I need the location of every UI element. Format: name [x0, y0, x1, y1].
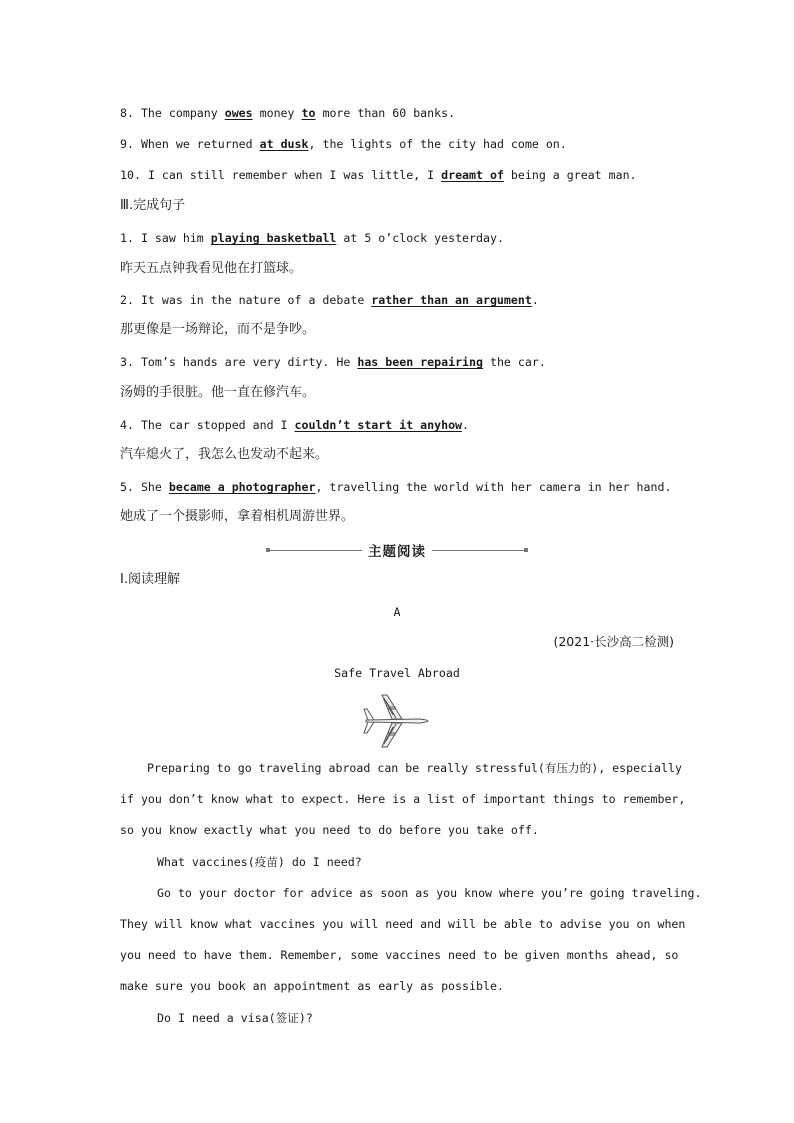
- answer-blank: at dusk: [259, 137, 309, 151]
- passage-para1-line3: so you know exactly what you need to do before you take off.: [120, 823, 539, 837]
- passage-letter: A: [393, 605, 401, 619]
- passage-source: (2021·长沙高二检测): [553, 634, 674, 649]
- rule-dot-right: [524, 548, 528, 552]
- completion-item-3-translation: 汤姆的手很脏。他一直在修汽车。: [120, 385, 316, 400]
- answer-blank: owes: [224, 106, 253, 120]
- theme-reading-heading: [266, 541, 528, 559]
- answer-blank: playing basketball: [210, 231, 337, 245]
- rule-left: [270, 550, 362, 551]
- passage-para1-line1: Preparing to go traveling abroad can be really stressful(有压力的), especially: [147, 761, 682, 775]
- airplane-icon: [362, 691, 432, 751]
- exercise-item-9: 9. When we returned at dusk, the lights of the city had come on.: [120, 137, 567, 151]
- passage-para2-line4: make sure you book an appointment as early as possible.: [120, 979, 504, 993]
- answer-blank: dreamt of: [441, 168, 504, 182]
- completion-item-3: 3. Tom’s hands are very dirty. He has been repairing the car.: [120, 355, 546, 369]
- completion-item-1: 1. I saw him playing basketball at 5 o’clock yesterday.: [120, 231, 504, 245]
- answer-blank: rather than an argument: [371, 293, 532, 307]
- completion-item-4-translation: 汽车熄火了，我怎么也发动不起来。: [120, 447, 329, 462]
- completion-item-5: 5. She became a photographer, travelling the world with her camera in her hand.: [120, 480, 672, 494]
- answer-blank: became a photographer: [168, 480, 316, 494]
- exercise-item-8: 8. The company owes money to more than 60 banks.: [120, 106, 456, 120]
- completion-item-4: 4. The car stopped and I couldn’t start it anyhow.: [120, 418, 470, 432]
- answer-blank: has been repairing: [357, 355, 483, 369]
- completion-item-2-translation: 那更像是一场辩论，而不是争吵。: [120, 322, 316, 337]
- passage-subheading-visa: Do I need a visa(签证)?: [157, 1011, 313, 1025]
- theme-reading-title: 主题阅读: [368, 544, 426, 560]
- exercise-item-10: 10. I can still remember when I was little, I dreamt of being a great man.: [120, 168, 637, 182]
- answer-blank: couldn’t start it anyhow: [294, 418, 463, 432]
- passage-para1-line2: if you don’t know what to expect. Here is a list of important things to remember,: [120, 792, 686, 806]
- passage-subheading-vaccines: What vaccines(疫苗) do I need?: [157, 855, 362, 869]
- passage-title: Safe Travel Abroad: [334, 666, 460, 680]
- section-heading-complete-sentences: Ⅲ.完成句子: [120, 198, 186, 213]
- section-heading-reading-comprehension: Ⅰ.阅读理解: [120, 572, 180, 587]
- answer-blank: to: [301, 106, 316, 120]
- passage-para2-line2: They will know what vaccines you will need and will be able to advise you on when: [120, 917, 686, 931]
- passage-para2-line1: Go to your doctor for advice as soon as you know where you’re going traveling.: [157, 886, 702, 900]
- completion-item-2: 2. It was in the nature of a debate rather than an argument.: [120, 293, 539, 307]
- completion-item-1-translation: 昨天五点钟我看见他在打篮球。: [120, 261, 303, 276]
- rule-right: [432, 550, 524, 551]
- completion-item-5-translation: 她成了一个摄影师，拿着相机周游世界。: [120, 509, 355, 524]
- passage-para2-line3: you need to have them. Remember, some vaccines need to be given months ahead, so: [120, 948, 679, 962]
